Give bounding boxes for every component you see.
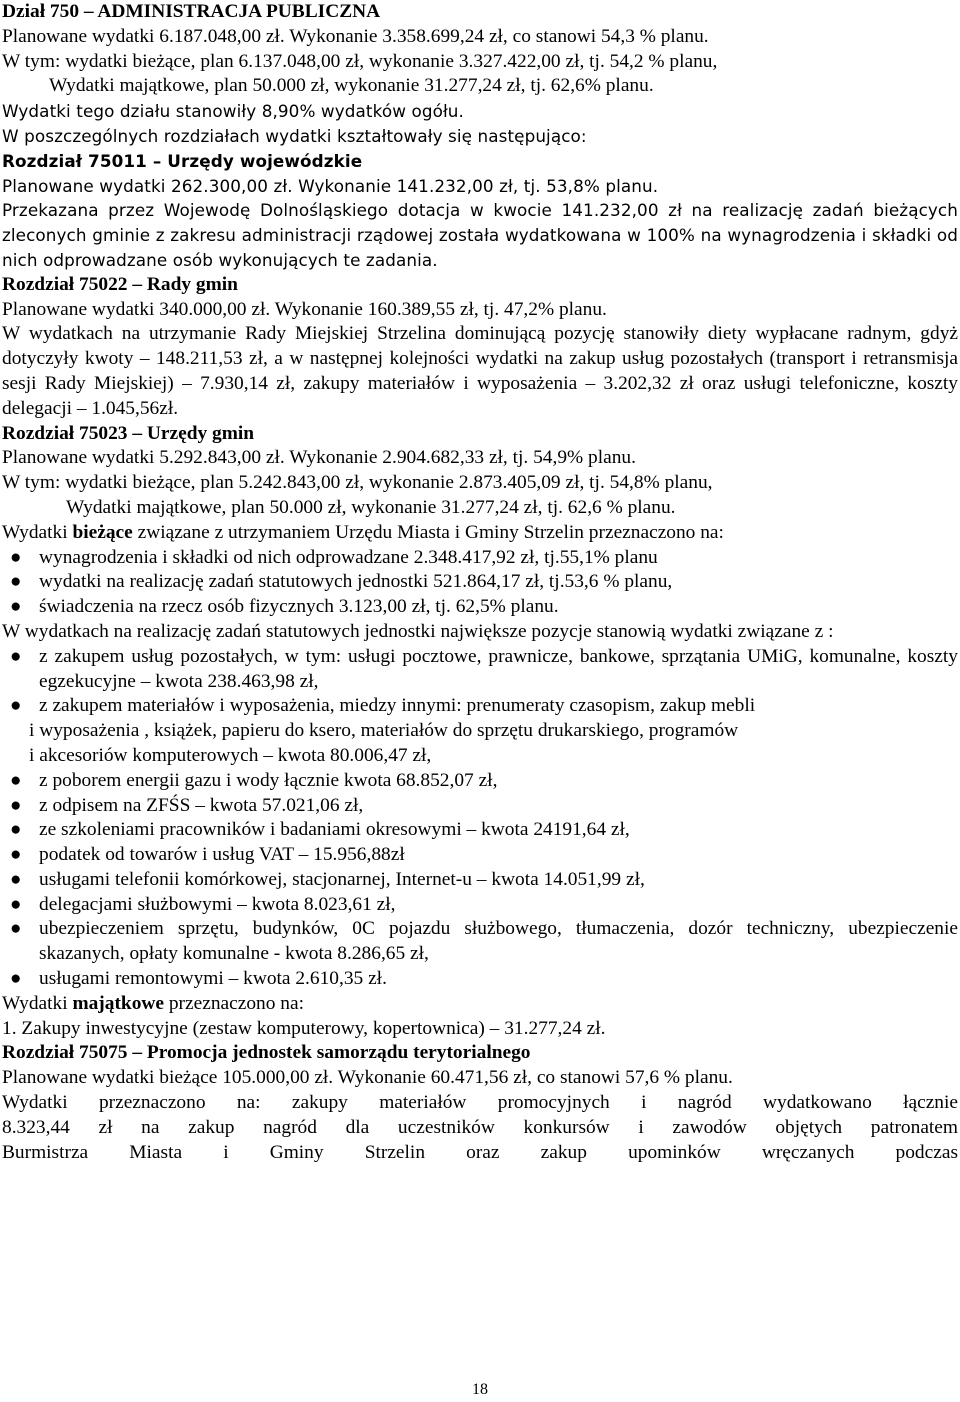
bullet-icon: ● [10, 596, 22, 618]
dzial-intro-line: W poszczególnych rozdziałach wydatki kształtowały się następująco: [2, 125, 587, 146]
section-title-75011: Rozdział 75011 – Urzędy wojewódzkie [2, 150, 363, 171]
list-item: ● z poborem energii gazu i wody łącznie kwota 68.852,07 zł, [2, 769, 958, 794]
bullet-icon: ● [10, 918, 22, 940]
statutory-expenses-list [2, 645, 958, 719]
list-item: ● wynagrodzenia i składki od nich odprowadzane 2.348.417,92 zł, tj.55,1% planu [2, 546, 958, 571]
list-item: ● delegacjami służbowymi – kwota 8.023,61 zł, [2, 893, 958, 918]
list-item: ● usługami remontowymi – kwota 2.610,35 zł. [2, 967, 958, 992]
statutory-expenses-list-cont [2, 769, 958, 992]
page-number: 18 [472, 1381, 488, 1398]
list-item-continuation: i akcesoriów komputerowych – kwota 80.006,47 zł, [29, 744, 432, 766]
r75075-plan-line: Planowane wydatki bieżące 105.000,00 zł. Wykonanie 60.471,56 zł, co stanowi 57,6 % planu. [2, 1067, 733, 1089]
dzial-share-line: Wydatki tego działu stanowiły 8,90% wydatków ogółu. [2, 101, 464, 122]
bullet-icon: ● [10, 794, 22, 816]
r75023-capital-expenses-line: Wydatki majątkowe, plan 50.000 zł, wykonanie 31.277,24 zł, tj. 62,6 % planu. [66, 496, 676, 518]
list-item: ● ze szkoleniami pracowników i badaniami okresowymi – kwota 24191,64 zł, [2, 818, 958, 843]
r75023-capital-intro: Wydatki majątkowe przeznaczono na: [2, 992, 304, 1014]
bullet-icon: ● [10, 844, 22, 866]
r75022-description: W wydatkach na utrzymanie Rady Miejskiej Strzelina dominującą pozycję stanowiły diety wypłacane radnym, gdyż dotyczyły kwoty – 148.211,53 zł, a w następnej kolejności wydatki na zakup usług pozostałych (transport i retransmisja sesji Rady Miejskiej) – 7.930,14 zł, zakupy materiałów i wyposażenia – 3.202,32 zł oraz usługi telefoniczne, koszty delegacji – 1.045,56zł. [2, 323, 958, 419]
r75075-description-line-2: 8.323,44 zł na zakup nagród dla uczestników konkursów i zawodów objętych patronatem [2, 1116, 958, 1138]
r75022-plan-line: Planowane wydatki 340.000,00 zł. Wykonanie 160.389,55 zł, tj. 47,2% planu. [2, 298, 607, 320]
list-item: ● z odpisem na ZFŚS – kwota 57.021,06 zł, [2, 794, 958, 819]
list-item: ● podatek od towarów i usług VAT – 15.956,88zł [2, 843, 958, 868]
list-item: ● ubezpieczeniem sprzętu, budynków, 0C pojazdu służbowego, tłumaczenia, dozór techniczny, ubezpieczenie skazanych, opłaty komunalne - kwota 8.286,65 zł, [10, 918, 958, 965]
bullet-icon: ● [10, 546, 22, 568]
list-item: ● usługami telefonii komórkowej, stacjonarnej, Internet-u – kwota 14.051,99 zł, [2, 868, 958, 893]
bullet-icon: ● [10, 893, 22, 915]
bullet-icon: ● [10, 571, 22, 593]
list-item: ● z zakupem usług pozostałych, w tym: usługi pocztowe, prawnicze, bankowe, sprzątania UMiG, komunalne, koszty egzekucyjne – kwota 238.463,98 zł, [10, 645, 958, 692]
bullet-icon: ● [10, 868, 22, 890]
list-item: ● z zakupem materiałów i wyposażenia, miedzy innymi: prenumeraty czasopism, zakup mebli [2, 694, 958, 719]
bullet-icon: ● [10, 819, 22, 841]
list-item: ● wydatki na realizację zadań statutowych jednostki 521.864,17 zł, tj.53,6 % planu, [2, 570, 958, 595]
r75023-current-expenses-line: W tym: wydatki bieżące, plan 5.242.843,00 zł, wykonanie 2.873.405,09 zł, tj. 54,8% planu, [2, 472, 713, 494]
bullet-icon: ● [10, 645, 22, 667]
r75011-description: Przekazana przez Wojewodę Dolnośląskiego dotacja w kwocie 141.232,00 zł na realizację zadań bieżących zleconych gminie z zakresu administracji rządowej została wydatkowana w 100% na wynagrodzenia i składki od nich odprowadzane osób wykonujących te zadania. [2, 200, 958, 270]
bullet-icon: ● [10, 968, 22, 990]
section-title-75075: Rozdział 75075 – Promocja jednostek samorządu terytorialnego [2, 1042, 531, 1064]
dzial-current-expenses-line: W tym: wydatki bieżące, plan 6.137.048,00 zł, wykonanie 3.327.422,00 zł, tj. 54,2 % planu, [2, 50, 718, 72]
list-item-continuation: i wyposażenia , książek, papieru do ksero, materiałów do sprzętu drukarskiego, programów [29, 720, 739, 742]
current-expenses-list [2, 546, 958, 620]
dzial-capital-expenses-line: Wydatki majątkowe, plan 50.000 zł, wykonanie 31.277,24 zł, tj. 62,6% planu. [49, 75, 654, 97]
r75023-capital-item: 1. Zakupy inwestycyjne (zestaw komputerowy, kopertownica) – 31.277,24 zł. [2, 1017, 606, 1039]
r75023-current-intro: Wydatki bieżące związane z utrzymaniem Urzędu Miasta i Gminy Strzelin przeznaczono na: [2, 521, 724, 543]
bullet-icon: ● [10, 769, 22, 791]
r75075-description-line-3: Burmistrza Miasta i Gminy Strzelin oraz zakup upominków wręczanych podczas [2, 1141, 958, 1163]
dzial-plan-line: Planowane wydatki 6.187.048,00 zł. Wykonanie 3.358.699,24 zł, co stanowi 54,3 % planu. [2, 25, 709, 47]
list-item: ● świadczenia na rzecz osób fizycznych 3.123,00 zł, tj. 62,5% planu. [2, 595, 958, 620]
r75011-plan-line: Planowane wydatki 262.300,00 zł. Wykonanie 141.232,00 zł, tj. 53,8% planu. [2, 175, 659, 196]
r75023-plan-line: Planowane wydatki 5.292.843,00 zł. Wykonanie 2.904.682,33 zł, tj. 54,9% planu. [2, 447, 636, 469]
r75023-statutory-intro: W wydatkach na realizację zadań statutowych jednostki największe pozycje stanowią wydatki związane z : [2, 620, 834, 642]
section-title-75023: Rozdział 75023 – Urzędy gmin [2, 422, 255, 444]
r75075-description-line-1: Wydatki przeznaczono na: zakupy materiałów promocyjnych i nagród wydatkowano łącznie [2, 1092, 958, 1114]
bullet-icon: ● [10, 695, 22, 717]
section-title-dzial-750: Dział 750 – ADMINISTRACJA PUBLICZNA [2, 1, 381, 22]
section-title-75022: Rozdział 75022 – Rady gmin [2, 273, 238, 295]
